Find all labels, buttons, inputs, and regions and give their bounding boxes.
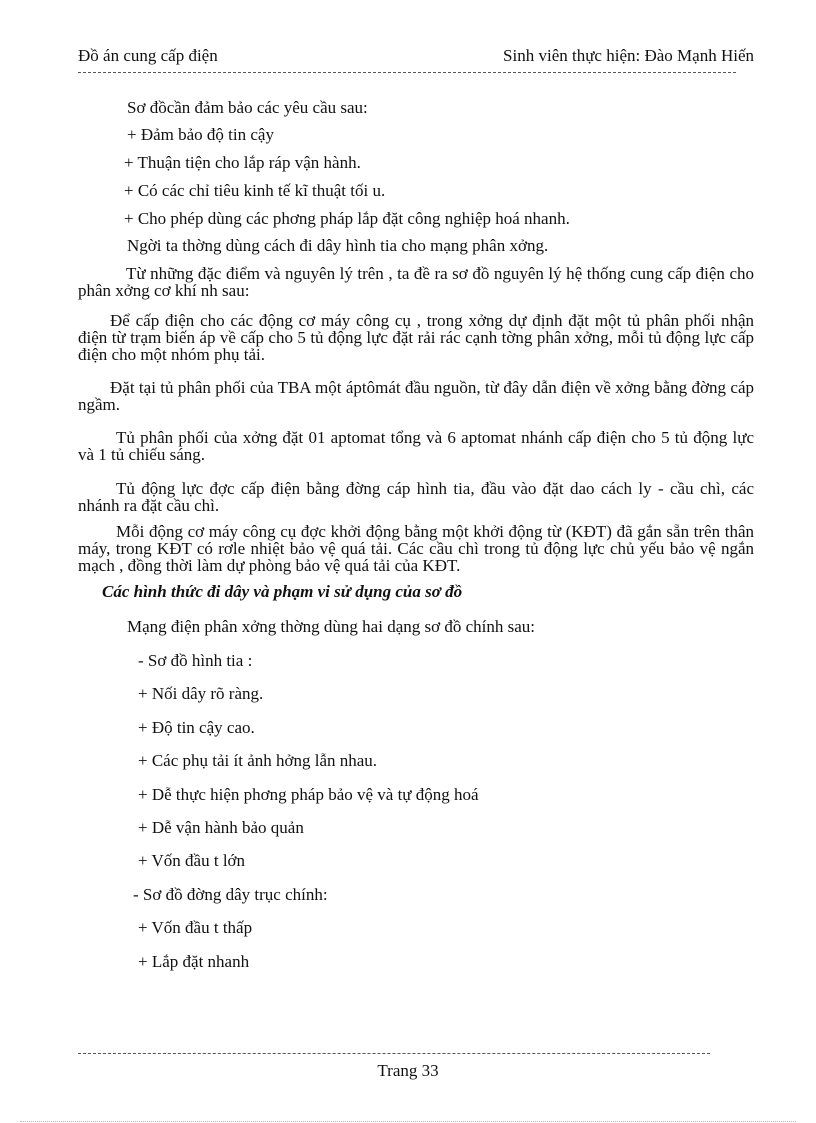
footer-divider [78,1053,710,1054]
schema-intro: Mạng điện phân xởng thờng dùng hai dạng sơ đồ chính sau: [127,617,535,636]
radial-title: - Sơ đồ hình tia : [138,651,253,670]
section-heading: Các hình thức đi dây và phạm vi sử dụng của sơ đồ [102,582,463,601]
paragraph-principle: Từ những đặc điểm và nguyên lý trên , ta đề ra sơ đồ nguyên lý hệ thống cung cấp điện cho phân xởng cơ khí nh sau: [78,264,754,300]
radial-item: + Dễ thực hiện phơng pháp bảo vệ và tự động hoá [138,785,479,804]
page-number: Trang 33 [377,1061,439,1080]
header-divider [78,72,736,73]
radial-item: + Độ tin cậy cao. [138,718,255,737]
intro-line: Sơ đồcần đảm bảo các yêu cầu sau: [127,98,368,117]
header-author: Sinh viên thực hiện: Đào Mạnh Hiến [503,46,754,65]
paragraph-motor-start: Mỗi động cơ máy công cụ đợc khởi động bằng một khởi động từ (KĐT) đã gắn sẵn trên thân máy, trong KĐT có rơle nhiệt bảo vệ quá tải. Các cầu chì trong tủ động lực chủ yếu bảo vệ ngắn mạch , đồng thời làm dự phòng bảo vệ quá tải của KĐT. [78,522,754,575]
paragraph-power-cabinet: Tủ động lực đợc cấp điện bằng đờng cáp hình tia, đầu vào đặt dao cách ly - cầu chì, các nhánh ra đặt cầu chì. [78,479,754,515]
trunk-title: - Sơ đồ đờng dây trục chính: [133,885,328,904]
paragraph-aptomat: Tủ phân phối của xởng đặt 01 aptomat tổng và 6 aptomat nhánh cấp điện cho 5 tủ động lực và 1 tủ chiếu sáng. [78,428,754,464]
trunk-item: + Lắp đặt nhanh [138,952,250,971]
paragraph-distribution: Để cấp điện cho các động cơ máy công cụ , trong xởng dự định đặt một tủ phân phối nhận điện từ trạm biến áp về cấp cho 5 tủ động lực đặt rải rác cạnh tờng phân xởng, mỗi tủ động lực cấp điện cho một nhóm phụ tải. [78,311,754,364]
trunk-item: + Vốn đầu t thấp [138,918,253,937]
page-edge-divider [20,1121,796,1122]
requirement-4: + Cho phép dùng các phơng pháp lắp đặt công nghiệp hoá nhanh. [124,209,570,228]
requirement-1: + Đảm bảo độ tin cậy [127,125,274,144]
paragraph-main-breaker: Đặt tại tủ phân phối của TBA một áptômát đầu nguồn, từ đây dẫn điện về xởng bằng đờng cáp ngầm. [78,378,754,414]
radial-item: + Vốn đầu t lớn [138,851,246,870]
radial-item: + Nối dây rõ ràng. [138,684,264,703]
radial-item: + Dễ vận hành bảo quản [138,818,304,837]
wiring-note: Ngời ta thờng dùng cách đi dây hình tia cho mạng phân xởng. [127,236,549,255]
requirement-2: + Thuận tiện cho lắp ráp vận hành. [124,153,361,172]
header-title: Đồ án cung cấp điện [78,46,218,65]
requirement-3: + Có các chỉ tiêu kinh tế kĩ thuật tối u. [124,181,386,200]
radial-item: + Các phụ tải ít ảnh hởng lẫn nhau. [138,751,378,770]
